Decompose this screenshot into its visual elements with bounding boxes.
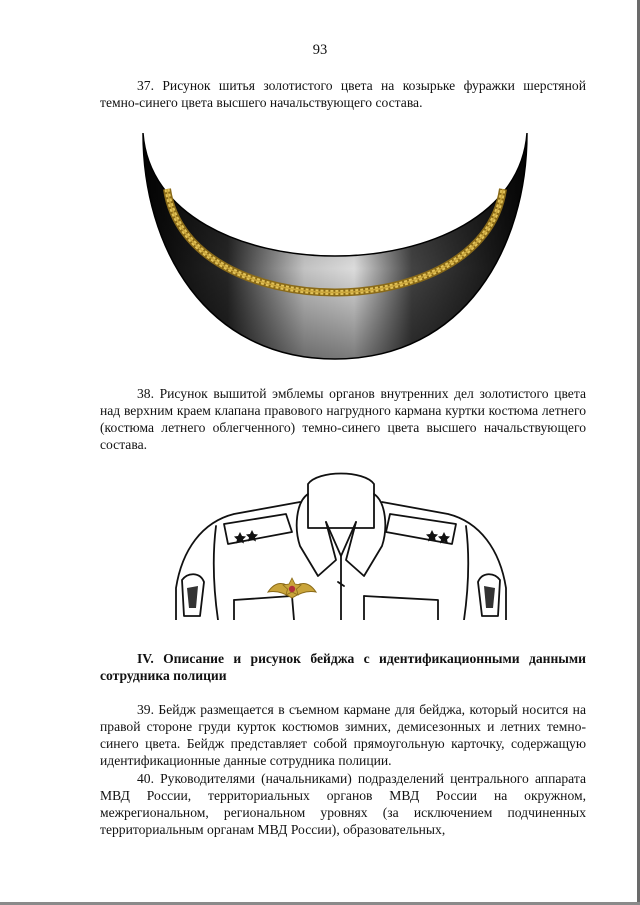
mvd-emblem-icon bbox=[268, 578, 316, 598]
cap-visor-illustration bbox=[135, 127, 535, 367]
item-38-text: 38. Рисунок вышитой эмблемы органов внутренних дел золотистого цвета над верхним краем клапана правового нагрудного кармана куртки костюма летнего (костюма летнего облегченного) темно-синего цвета высшего начальствующего состава. bbox=[100, 386, 586, 452]
item-40-text: 40. Руководителями (начальниками) подразделений центрального аппарата МВД России, территориальных органов МВД России на окружном, межрегиональном, региональном уровнях (за исключением подчиненных территориальным органам МВД России), образовательных, bbox=[100, 771, 586, 837]
item-37-text: 37. Рисунок шитья золотистого цвета на козырьке фуражки шерстяной темно-синего цвета высшего начальствующего состава. bbox=[100, 78, 586, 110]
page-number: 93 bbox=[312, 42, 328, 58]
section-heading: IV. Описание и рисунок бейджа с идентификационными данными сотрудника полиции bbox=[100, 651, 586, 683]
item-39-text: 39. Бейдж размещается в съемном кармане для бейджа, который носится на правой стороне груди курток костюмов зимних, демисезонных и летних темно-синего цвета. Бейдж представляет собой прямоугольную карточку, содержащую идентификационные данные сотрудника полиции. bbox=[100, 702, 586, 768]
jacket-collar-illustration bbox=[168, 468, 514, 620]
